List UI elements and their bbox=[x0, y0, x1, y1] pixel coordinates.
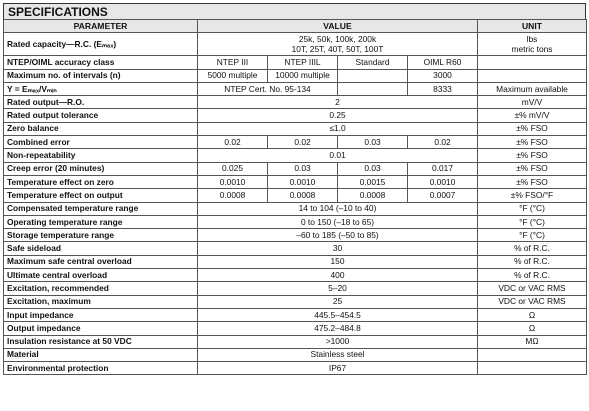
unit-cell: °F (°C) bbox=[478, 229, 587, 242]
unit-cell: MΩ bbox=[478, 335, 587, 348]
value-cell: 5000 multiple bbox=[198, 69, 268, 82]
table-row bbox=[4, 255, 587, 268]
table-row bbox=[4, 282, 587, 295]
unit-cell bbox=[478, 33, 587, 56]
unit-cell bbox=[478, 348, 587, 361]
value-cell: Standard bbox=[338, 56, 408, 69]
table-row bbox=[4, 269, 587, 282]
value-cell: 0.03 bbox=[338, 136, 408, 149]
value-cell: 2 bbox=[198, 96, 478, 109]
unit-cell: VDC or VAC RMS bbox=[478, 282, 587, 295]
value-cell: 0.0008 bbox=[338, 189, 408, 202]
table-row bbox=[4, 322, 587, 335]
table-row bbox=[4, 175, 587, 188]
parameter-cell: Safe sideload bbox=[4, 242, 198, 255]
value-cell: 0.017 bbox=[408, 162, 478, 175]
value-cell bbox=[338, 82, 408, 95]
unit-cell bbox=[478, 362, 587, 375]
table-row bbox=[4, 308, 587, 321]
text-line: metric tons bbox=[511, 44, 553, 55]
value-cell: 0.0007 bbox=[408, 189, 478, 202]
table-row bbox=[4, 56, 587, 69]
value-cell: 25 bbox=[198, 295, 478, 308]
value-cell: 0.02 bbox=[408, 136, 478, 149]
value-cell: 0.025 bbox=[198, 162, 268, 175]
parameter-cell: Output impedance bbox=[4, 322, 198, 335]
parameter-cell: Environmental protection bbox=[4, 362, 198, 375]
parameter-cell: Excitation, maximum bbox=[4, 295, 198, 308]
parameter-cell: Temperature effect on output bbox=[4, 189, 198, 202]
value-cell: 475.2–484.8 bbox=[198, 322, 478, 335]
value-cell: 0 to 150 (–18 to 65) bbox=[198, 215, 478, 228]
value-cell: 10000 multiple bbox=[268, 69, 338, 82]
unit-cell: ±% FSO bbox=[478, 175, 587, 188]
value-header: VALUE bbox=[198, 20, 478, 33]
parameter-cell: Y = Eₘₐₓ/Vₘᵢₙ bbox=[4, 82, 198, 95]
table-row bbox=[4, 202, 587, 215]
table-row bbox=[4, 295, 587, 308]
value-cell: 0.0010 bbox=[198, 175, 268, 188]
header-row bbox=[4, 20, 587, 33]
unit-cell: ±% FSO/°F bbox=[478, 189, 587, 202]
spec-table bbox=[3, 19, 587, 375]
parameter-cell: Rated capacity—R.C. (Eₘₐₓ) bbox=[4, 33, 198, 56]
value-cell: 3000 bbox=[408, 69, 478, 82]
value-cell: IP67 bbox=[198, 362, 478, 375]
unit-cell: Ω bbox=[478, 322, 587, 335]
parameter-cell: Maximum no. of intervals (n) bbox=[4, 69, 198, 82]
parameter-cell: Compensated temperature range bbox=[4, 202, 198, 215]
value-cell: 8333 bbox=[408, 82, 478, 95]
parameter-cell: Zero balance bbox=[4, 122, 198, 135]
value-cell: 0.0010 bbox=[408, 175, 478, 188]
value-cell: 445.5–454.5 bbox=[198, 308, 478, 321]
value-cell: 0.0008 bbox=[268, 189, 338, 202]
parameter-cell: Temperature effect on zero bbox=[4, 175, 198, 188]
table-row bbox=[4, 162, 587, 175]
table-row bbox=[4, 215, 587, 228]
value-cell: ≤1.0 bbox=[198, 122, 478, 135]
value-cell: 150 bbox=[198, 255, 478, 268]
parameter-cell: Insulation resistance at 50 VDC bbox=[4, 335, 198, 348]
unit-cell: ±% FSO bbox=[478, 136, 587, 149]
unit-cell: % of R.C. bbox=[478, 255, 587, 268]
table-row bbox=[4, 122, 587, 135]
unit-cell bbox=[478, 69, 587, 82]
unit-cell: ±% FSO bbox=[478, 162, 587, 175]
table-row bbox=[4, 242, 587, 255]
unit-cell: % of R.C. bbox=[478, 269, 587, 282]
parameter-cell: Non-repeatability bbox=[4, 149, 198, 162]
parameter-cell: Operating temperature range bbox=[4, 215, 198, 228]
value-cell: NTEP III bbox=[198, 56, 268, 69]
table-row bbox=[4, 189, 587, 202]
value-cell: 400 bbox=[198, 269, 478, 282]
parameter-cell: Maximum safe central overload bbox=[4, 255, 198, 268]
value-cell: 0.03 bbox=[268, 162, 338, 175]
value-cell: NTEP Cert. No. 95-134 bbox=[198, 82, 338, 95]
value-cell: 0.0008 bbox=[198, 189, 268, 202]
value-cell: OIML R60 bbox=[408, 56, 478, 69]
table-row bbox=[4, 82, 587, 95]
parameter-cell: Rated output—R.O. bbox=[4, 96, 198, 109]
table-row bbox=[4, 362, 587, 375]
value-cell: NTEP IIIL bbox=[268, 56, 338, 69]
value-cell: >1000 bbox=[198, 335, 478, 348]
unit-cell: ±% mV/V bbox=[478, 109, 587, 122]
table-row bbox=[4, 136, 587, 149]
value-cell: 0.0010 bbox=[268, 175, 338, 188]
unit-cell: mV/V bbox=[478, 96, 587, 109]
unit-cell: % of R.C. bbox=[478, 242, 587, 255]
parameter-cell: Excitation, recommended bbox=[4, 282, 198, 295]
value-cell: 0.03 bbox=[338, 162, 408, 175]
unit-cell: °F (°C) bbox=[478, 202, 587, 215]
spec-sheet bbox=[3, 3, 586, 375]
unit-cell: ±% FSO bbox=[478, 122, 587, 135]
table-row bbox=[4, 69, 587, 82]
value-cell bbox=[198, 33, 478, 56]
value-cell: 0.02 bbox=[198, 136, 268, 149]
parameter-header: PARAMETER bbox=[4, 20, 198, 33]
parameter-cell: Material bbox=[4, 348, 198, 361]
text-line: 10T, 25T, 40T, 50T, 100T bbox=[291, 44, 384, 55]
parameter-cell: NTEP/OIML accuracy class bbox=[4, 56, 198, 69]
parameter-cell: Creep error (20 minutes) bbox=[4, 162, 198, 175]
value-cell: –60 to 185 (–50 to 85) bbox=[198, 229, 478, 242]
table-row bbox=[4, 96, 587, 109]
unit-header: UNIT bbox=[478, 20, 587, 33]
table-row bbox=[4, 335, 587, 348]
value-cell: 5–20 bbox=[198, 282, 478, 295]
unit-cell bbox=[478, 56, 587, 69]
unit-cell: °F (°C) bbox=[478, 215, 587, 228]
table-row bbox=[4, 229, 587, 242]
value-cell: 0.02 bbox=[268, 136, 338, 149]
value-cell: Stainless steel bbox=[198, 348, 478, 361]
unit-cell: Maximum available bbox=[478, 82, 587, 95]
parameter-cell: Rated output tolerance bbox=[4, 109, 198, 122]
text-line: lbs bbox=[526, 34, 538, 45]
value-cell: 14 to 104 (–10 to 40) bbox=[198, 202, 478, 215]
table-row bbox=[4, 33, 587, 56]
parameter-cell: Storage temperature range bbox=[4, 229, 198, 242]
table-row bbox=[4, 348, 587, 361]
unit-cell: Ω bbox=[478, 308, 587, 321]
parameter-cell: Input impedance bbox=[4, 308, 198, 321]
value-cell: 0.25 bbox=[198, 109, 478, 122]
table-row bbox=[4, 149, 587, 162]
value-cell bbox=[338, 69, 408, 82]
value-cell: 0.01 bbox=[198, 149, 478, 162]
text-line: 25k, 50k, 100k, 200k bbox=[298, 34, 377, 45]
unit-cell: ±% FSO bbox=[478, 149, 587, 162]
value-cell: 0.0015 bbox=[338, 175, 408, 188]
page-title: SPECIFICATIONS bbox=[3, 3, 586, 19]
unit-cell: VDC or VAC RMS bbox=[478, 295, 587, 308]
parameter-cell: Combined error bbox=[4, 136, 198, 149]
value-cell: 30 bbox=[198, 242, 478, 255]
parameter-cell: Ultimate central overload bbox=[4, 269, 198, 282]
table-row bbox=[4, 109, 587, 122]
